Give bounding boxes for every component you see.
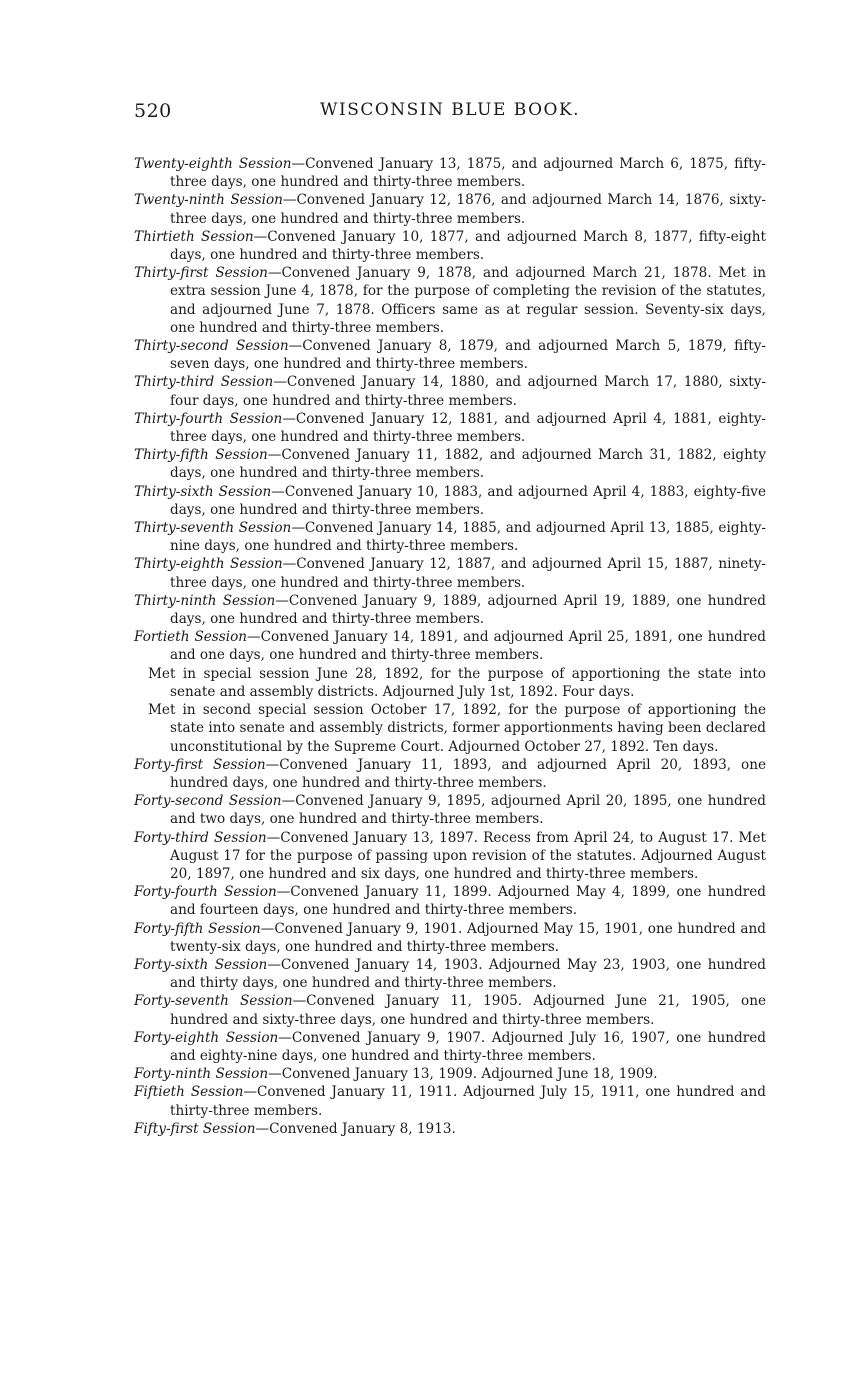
session-entry <box>134 956 766 992</box>
session-entry <box>134 373 766 409</box>
session-name: Forty-first Session <box>134 756 266 773</box>
session-entry <box>134 792 766 828</box>
session-entry <box>134 191 766 227</box>
session-name: Forty-eighth Session <box>134 1029 279 1046</box>
session-entry <box>134 264 766 337</box>
session-entry <box>134 410 766 446</box>
session-name: Thirty-third Session <box>134 374 274 391</box>
session-entry <box>134 628 766 664</box>
session-name: Twenty-eighth Session <box>134 156 292 172</box>
session-name: Thirty-eighth Session <box>134 556 283 573</box>
session-entry <box>134 883 766 919</box>
session-name: Forty-fourth Session <box>134 884 277 901</box>
session-text: —Convened January 9, 1878, and adjourned March 21, 1878. Met in extra session June 4, 1878, for the purpose of completing the revision of the statutes, and adjourned June 7, 1878. Officers same as at regular session. Seventy-six days, one hundred and thirty-three members. <box>170 265 767 336</box>
session-text: —Convened January 12, 1876, and adjourned March 14, 1876, sixty-three days, one hundred and thirty-three members. <box>170 192 767 227</box>
session-name: Thirty-ninth Session <box>134 592 276 609</box>
session-entry <box>134 155 766 191</box>
session-text: Met in special session June 28, 1892, for the purpose of apportioning the state into senate and assembly districts. Adjourned July 1st, 1892. Four days. <box>148 665 766 700</box>
session-text: —Convened January 11, 1899. Adjourned May 4, 1899, one hundred and fourteen days, one hundred and thirty-three members. <box>170 884 766 919</box>
session-text: —Convened January 11, 1911. Adjourned July 15, 1911, one hundred and thirty-three members. <box>170 1084 766 1119</box>
session-name: Fiftieth Session <box>134 1084 244 1101</box>
session-entry <box>134 829 766 884</box>
session-text: —Convened January 12, 1881, and adjourned April 4, 1881, eighty-three days, one hundred and thirty-three members. <box>170 410 766 446</box>
session-text: —Convened January 14, 1880, and adjourned March 17, 1880, sixty-four days, one hundred and thirty-three members. <box>170 374 766 409</box>
page-header <box>134 100 764 126</box>
session-name: Forty-fifth Session <box>134 920 261 937</box>
session-entry <box>134 756 766 792</box>
special-session-note <box>134 665 766 701</box>
session-name: Twenty-ninth Session <box>134 192 283 209</box>
session-entry <box>134 1120 766 1138</box>
session-entry <box>134 992 766 1028</box>
session-entry <box>134 920 766 956</box>
session-entry <box>134 446 766 482</box>
session-text: —Convened January 9, 1889, adjourned April 19, 1889, one hundred days, one hundred and thirty-three members. <box>170 592 766 628</box>
session-text: —Convened January 14, 1885, and adjourned April 13, 1885, eighty-nine days, one hundred and thirty-three members. <box>170 520 766 555</box>
session-entry <box>134 1029 766 1065</box>
session-entry <box>134 592 766 628</box>
session-text: —Convened January 14, 1903. Adjourned May 23, 1903, one hundred and thirty days, one hundred and thirty-three members. <box>170 956 766 992</box>
session-text: —Convened January 13, 1909. Adjourned June 18, 1909. <box>268 1066 658 1083</box>
session-text: —Convened January 10, 1877, and adjourned March 8, 1877, fifty-eight days, one hundred and thirty-three members. <box>170 228 766 264</box>
session-text: —Convened January 11, 1905. Adjourned June 21, 1905, one hundred and sixty-three days, one hundred and thirty-three members. <box>170 993 766 1028</box>
session-entry <box>134 228 766 264</box>
session-entry <box>134 519 766 555</box>
session-name: Thirty-sixth Session <box>134 483 272 500</box>
session-text: Met in second special session October 17, 1892, for the purpose of apportioning the state into senate and assembly districts, former apportionments having been declared unconstitutional by the Supreme Court. Adjourned October 27, 1892. Ten days. <box>148 702 766 755</box>
session-name: Fifty-first Session <box>134 1120 256 1137</box>
session-text: —Convened January 14, 1891, and adjourned April 25, 1891, one hundred and one days, one hundred and thirty-three members. <box>170 629 766 664</box>
session-entry <box>134 1065 766 1083</box>
session-text: —Convened January 10, 1883, and adjourned April 4, 1883, eighty-five days, one hundred and thirty-three members. <box>170 483 766 518</box>
session-entry <box>134 555 766 591</box>
session-name: Forty-second Session <box>134 793 282 810</box>
page-number: 520 <box>134 100 172 122</box>
session-name: Thirty-fourth Session <box>134 410 283 427</box>
special-session-note <box>134 701 766 756</box>
session-entry <box>134 337 766 373</box>
session-text: —Convened January 13, 1875, and adjourned March 6, 1875, fifty-three days, one hundred and thirty-three members. <box>170 156 766 191</box>
session-name: Thirtieth Session <box>134 228 254 245</box>
session-text: —Convened January 9, 1895, adjourned April 20, 1895, one hundred and two days, one hundred and thirty-three members. <box>170 793 766 828</box>
session-name: Thirty-second Session <box>134 338 289 355</box>
session-name: Forty-seventh Session <box>134 993 293 1010</box>
session-text: —Convened January 9, 1907. Adjourned July 16, 1907, one hundred and eighty-nine days, one hundred and thirty-three members. <box>170 1029 766 1064</box>
session-name: Thirty-first Session <box>134 265 268 282</box>
session-name: Forty-third Session <box>134 829 267 846</box>
session-text: —Convened January 8, 1879, and adjourned March 5, 1879, fifty-seven days, one hundred and thirty-three members. <box>170 338 766 373</box>
session-name: Thirty-seventh Session <box>134 520 292 537</box>
session-text: —Convened January 11, 1893, and adjourned April 20, 1893, one hundred days, one hundred and thirty-three members. <box>170 756 766 791</box>
session-text: —Convened January 12, 1887, and adjourned April 15, 1887, ninety-three days, one hundred and thirty-three members. <box>170 556 767 591</box>
session-name: Forty-ninth Session <box>134 1066 269 1083</box>
running-title: WISCONSIN BLUE BOOK. <box>320 100 581 120</box>
session-text: —Convened January 13, 1897. Recess from April 24, to August 17. Met August 17 for the purpose of passing upon revision of the statutes. Adjourned August 20, 1897, one hundred and six days, one hundred and thirty-three members. <box>170 829 766 882</box>
session-name: Forty-sixth Session <box>134 956 268 973</box>
session-list <box>134 155 766 1138</box>
session-text: —Convened January 8, 1913. <box>255 1120 456 1137</box>
session-name: Fortieth Session <box>134 629 248 646</box>
session-entry <box>134 483 766 519</box>
session-text: —Convened January 11, 1882, and adjourned March 31, 1882, eighty days, one hundred and thirty-three members. <box>170 447 767 482</box>
session-name: Thirty-fifth Session <box>134 447 268 464</box>
session-entry <box>134 1083 766 1119</box>
session-text: —Convened January 9, 1901. Adjourned May 15, 1901, one hundred and twenty-six days, one hundred and thirty-three members. <box>170 920 766 955</box>
